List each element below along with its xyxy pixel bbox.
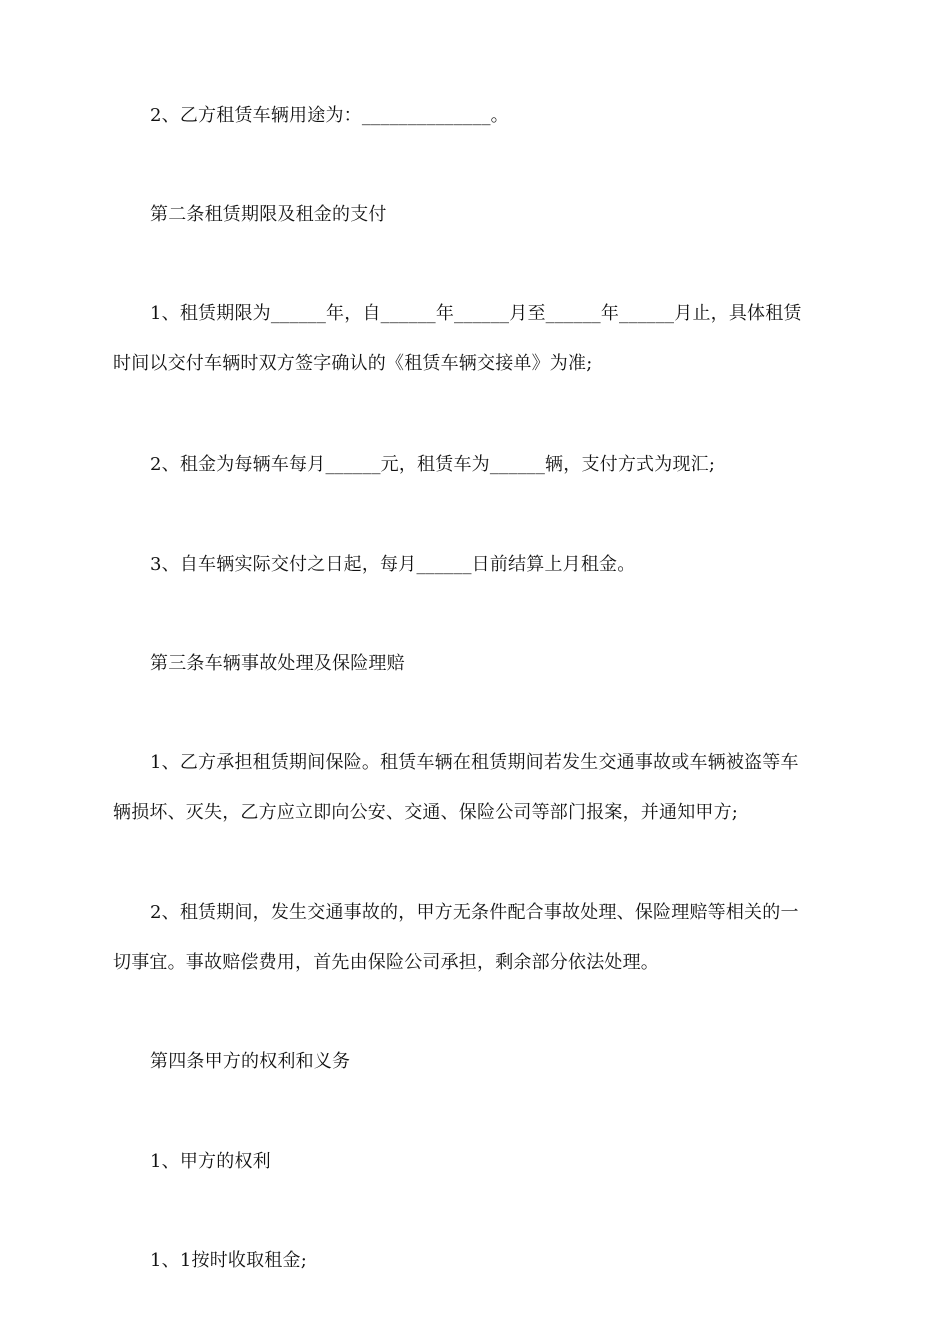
settlement-clause: 3、自车辆实际交付之日起，每月______日前结算上月租金。 bbox=[150, 554, 636, 575]
article-4-heading: 第四条甲方的权利和义务 bbox=[150, 1051, 351, 1072]
insurance-clause-line-2: 辆损坏、灭失，乙方应立即向公安、交通、保险公司等部门报案，并通知甲方; bbox=[113, 802, 739, 823]
rights-item-1-1: 1、1按时收取租金; bbox=[150, 1250, 307, 1271]
insurance-clause-line-1: 1、乙方承担租赁期间保险。租赁车辆在租赁期间若发生交通事故或车辆被盗等车 bbox=[150, 752, 799, 773]
party-a-rights-heading: 1、甲方的权利 bbox=[150, 1151, 271, 1172]
lease-term-clause-line-2: 时间以交付车辆时双方签字确认的《租赁车辆交接单》为准; bbox=[113, 353, 593, 374]
rent-clause: 2、租金为每辆车每月______元，租赁车为______辆，支付方式为现汇; bbox=[150, 454, 716, 475]
article-3-heading: 第三条车辆事故处理及保险理赔 bbox=[150, 653, 405, 674]
accident-clause-line-2: 切事宜。事故赔偿费用，首先由保险公司承担，剩余部分依法处理。 bbox=[113, 952, 659, 973]
accident-clause-line-1: 2、租赁期间，发生交通事故的，甲方无条件配合事故处理、保险理赔等相关的一 bbox=[150, 902, 799, 923]
vehicle-purpose-clause: 2、乙方租赁车辆用途为：______________。 bbox=[150, 105, 509, 126]
article-2-heading: 第二条租赁期限及租金的支付 bbox=[150, 204, 387, 225]
lease-term-clause-line-1: 1、租赁期限为______年，自______年______月至______年______月止，具体租赁 bbox=[150, 303, 802, 324]
